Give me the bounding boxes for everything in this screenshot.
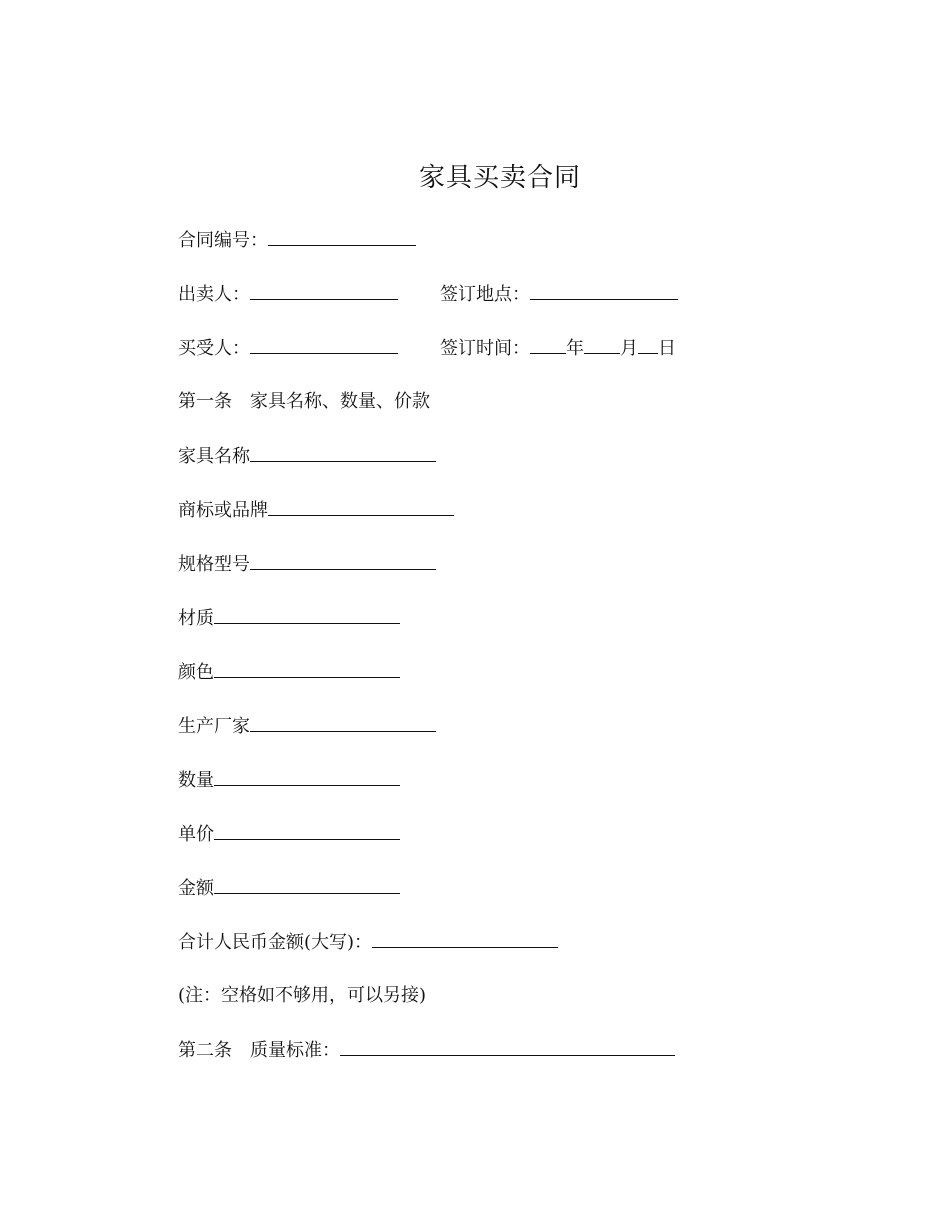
field-label: 金额 (178, 878, 214, 899)
field-blank[interactable] (214, 767, 400, 786)
article-2-row (178, 1037, 675, 1064)
total-label: 合计人民币金额(大写)： (178, 932, 373, 953)
year-blank[interactable] (530, 335, 566, 354)
field-row (178, 767, 400, 794)
sign-place-group (440, 281, 678, 308)
field-label: 家具名称 (178, 446, 250, 467)
field-row (178, 443, 436, 470)
field-label: 商标或品牌 (178, 500, 268, 521)
day-label: 日 (658, 338, 676, 359)
quality-standard-blank[interactable] (340, 1037, 675, 1056)
field-blank[interactable] (250, 551, 436, 570)
total-blank[interactable] (372, 929, 558, 948)
field-row (178, 497, 454, 524)
article-1-number: 第一条 (178, 391, 232, 412)
article-2-title: 质量标准： (250, 1040, 340, 1061)
field-row (178, 551, 436, 578)
field-row (178, 713, 436, 740)
sign-place-label: 签订地点： (440, 284, 530, 305)
page-title: 家具买卖合同 (418, 163, 581, 193)
field-blank[interactable] (250, 443, 436, 462)
article-1-title: 家具名称、数量、价款 (250, 391, 430, 412)
field-blank[interactable] (214, 821, 400, 840)
note-text: (注：空格如不够用，可以另接) (178, 985, 427, 1006)
buyer-row (178, 335, 698, 362)
field-blank[interactable] (250, 713, 436, 732)
field-label: 规格型号 (178, 554, 250, 575)
field-label: 材质 (178, 608, 214, 629)
day-blank[interactable] (638, 335, 658, 354)
field-blank[interactable] (268, 497, 454, 516)
field-blank[interactable] (214, 605, 400, 624)
field-label: 数量 (178, 770, 214, 791)
field-label: 生产厂家 (178, 716, 250, 737)
field-row (178, 875, 400, 902)
article-1-heading (178, 389, 430, 415)
seller-label: 出卖人： (178, 284, 250, 305)
buyer-blank[interactable] (250, 335, 398, 354)
total-row (178, 929, 558, 956)
contract-number-blank[interactable] (268, 227, 416, 246)
field-label: 颜色 (178, 662, 214, 683)
sign-time-label: 签订时间： (440, 338, 530, 359)
field-row (178, 659, 400, 686)
field-row (178, 605, 400, 632)
field-blank[interactable] (214, 659, 400, 678)
buyer-label: 买受人： (178, 338, 250, 359)
field-label: 单价 (178, 824, 214, 845)
field-row (178, 821, 400, 848)
month-blank[interactable] (584, 335, 620, 354)
contract-number-row (178, 227, 416, 254)
seller-blank[interactable] (250, 281, 398, 300)
note-row (178, 983, 426, 1009)
month-label: 月 (620, 338, 638, 359)
sign-time-group (440, 335, 676, 362)
field-blank[interactable] (214, 875, 400, 894)
sign-place-blank[interactable] (530, 281, 678, 300)
seller-row (178, 281, 698, 308)
contract-number-label: 合同编号： (178, 230, 268, 251)
year-label: 年 (566, 338, 584, 359)
article-2-number: 第二条 (178, 1040, 232, 1061)
